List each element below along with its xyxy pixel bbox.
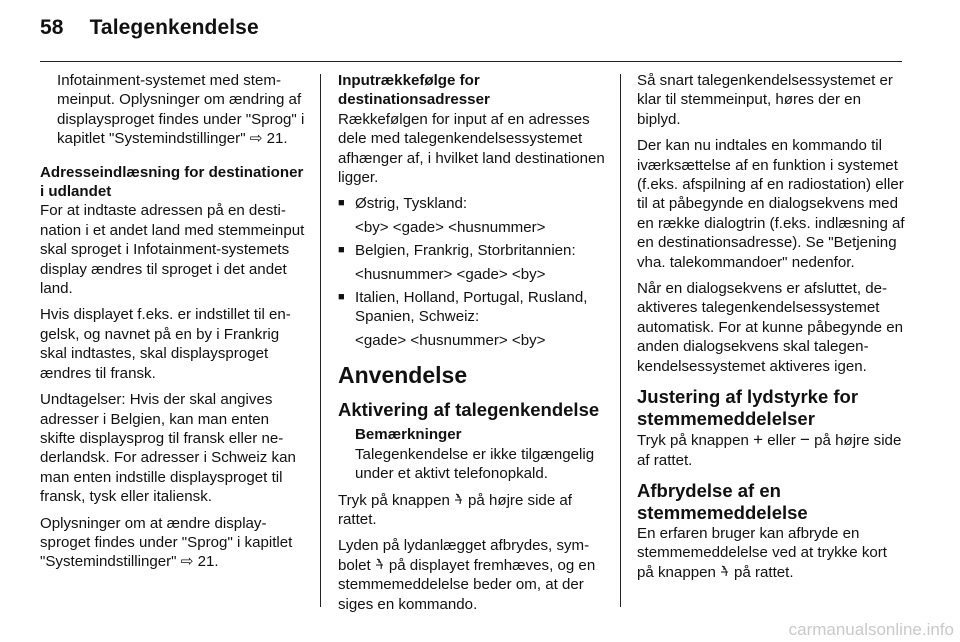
paragraph: Undtagelser: Hvis der skal angives adresser i Belgien, kan man enten skifte displaysprog til fransk eller nederlandsk. For adresser i Schweiz kan man enten indstille displaysproget til fransk, tysk eller italiensk. xyxy=(40,391,296,506)
column-2 xyxy=(338,71,606,621)
paragraph xyxy=(338,491,606,530)
section-title: Anvendelse xyxy=(338,362,468,389)
country-order-list xyxy=(338,194,606,350)
header-rule xyxy=(40,61,902,62)
list-item-order: <husnummer> <gade> <by> xyxy=(355,265,546,283)
plus-icon: + xyxy=(753,430,764,450)
heading-interrupt: Afbrydelse af en stemmemeddelelse xyxy=(637,479,808,523)
paragraph: Rækkefølgen for input af en adresses dele med talegenkendelsessystemet afhænger af, i hvilket land destinationen ligger. xyxy=(338,110,605,187)
note-text: Talegenkendelse er ikke tilgængelig under et aktivt telefonopkald. xyxy=(355,445,595,483)
text: på højre side af rattet. xyxy=(637,432,902,469)
page-header xyxy=(40,16,259,50)
text: på højre side af rattet. xyxy=(338,491,573,528)
paragraph: Der kan nu indtales en kommando til iværksættelse af en funktion i systemet (f.eks. afspilning af en radiostation) eller til at påbegynde en dialogsekvens med en række dialogtrin (f.eks. indlæsning af en destinationsadresse). Se "Betjening vha. talekommandoer" nedenfor. xyxy=(637,137,905,271)
list-item xyxy=(338,241,606,284)
list-item-order: <gade> <husnummer> <by> xyxy=(355,331,546,349)
paragraph xyxy=(637,430,905,470)
note-box xyxy=(338,425,606,483)
paragraph: Så snart talegenkendelsessystemet er klar til stemmeinput, høres der en biplyd. xyxy=(637,72,893,128)
list-item xyxy=(338,194,606,237)
paragraph: Hvis displayet f.eks. er indstillet til engelsk, og navnet på en by i Frankrig skal indtastes, skal displaysproget ændres til fransk. xyxy=(40,306,291,382)
list-item-order: <by> <gade> <husnummer> xyxy=(355,218,546,236)
list-item xyxy=(338,288,606,350)
column-1 xyxy=(40,71,308,579)
voice-button-icon xyxy=(720,564,734,580)
list-item-countries: Østrig, Tyskland: xyxy=(355,195,468,213)
voice-button-icon xyxy=(375,557,389,573)
voice-button-icon xyxy=(454,492,468,508)
minus-icon: − xyxy=(799,430,810,450)
subsection-title: Aktivering af talegenkendelse xyxy=(338,399,600,421)
text: Tryk på knappen xyxy=(637,432,749,450)
list-item-countries: Italien, Holland, Portugal, Rusland, Spanien, Schweiz: xyxy=(355,289,588,326)
text: på rattet. xyxy=(734,563,794,581)
intro-paragraph: Infotainment-systemet med stemmeinput. Oplysninger om ændring af displaysproget findes under "Sprog" i kapitlet "Systemindstillinger" ⇨ 21. xyxy=(57,72,305,148)
text: Tryk på knappen xyxy=(338,491,450,509)
paragraph: Oplysninger om at ændre displaysproget findes under "Sprog" i kapitlet "Systemindstillinger" ⇨ 21. xyxy=(40,514,293,571)
text: eller xyxy=(767,432,796,450)
list-item-countries: Belgien, Frankrig, Storbritannien: xyxy=(355,242,576,260)
watermark: carmanualsonline.info xyxy=(788,620,954,639)
paragraph xyxy=(338,536,606,614)
column-divider-2 xyxy=(620,74,621,607)
heading-volume: Justering af lydstyrke for stemmemeddelelser xyxy=(637,386,859,430)
heading-input-order: Inputrækkefølge for destinationsadresser xyxy=(338,72,490,109)
text: En erfaren bruger kan afbryde en stemmemeddelelse ved at trykke kort på knappen xyxy=(637,524,887,581)
note-title: Bemærkninger xyxy=(355,426,462,444)
text: på displayet fremhæves, og en stemmemeddelelse beder om, at der siges en kommando. xyxy=(338,556,596,613)
chapter-title: Talegenkendelse xyxy=(89,16,259,39)
paragraph: Når en dialogsekvens er afsluttet, deaktiveres talegenkendelsessystemet automatisk. For at kunne påbegynde en anden dialogsekvens skal talegenkendelsessystemet aktiveres igen. xyxy=(637,280,903,375)
column-divider-1 xyxy=(320,74,321,607)
column-3 xyxy=(637,71,905,589)
page-number: 58 xyxy=(40,16,64,39)
text: Lyden på lydanlægget afbrydes, symbolet xyxy=(338,537,590,574)
heading-foreign-address: Adresseindlæsning for destinationer i udlandet xyxy=(40,163,304,201)
paragraph xyxy=(637,524,905,582)
paragraph: For at indtaste adressen på en destination i et andet land med stemmeinput skal sproget i Infotainment-systemets display ændres til sproget i det andet land. xyxy=(40,202,305,298)
